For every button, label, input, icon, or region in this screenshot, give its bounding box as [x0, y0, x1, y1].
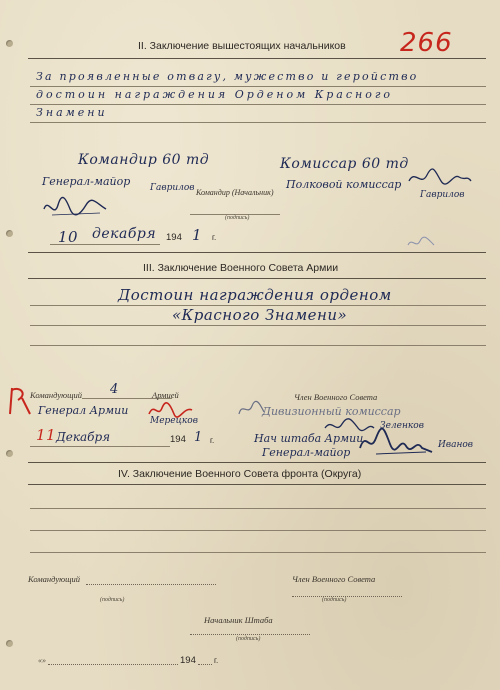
writing-line — [30, 530, 486, 531]
section-2-commander-name: Гаврилов — [150, 183, 195, 193]
signature-line — [292, 596, 402, 597]
section-2-date-month: декабря — [92, 226, 157, 242]
section-3-date-year-digit: 1 — [194, 430, 203, 445]
date-line — [198, 664, 212, 665]
section-2-commander-label: Командир (Начальник) — [196, 188, 274, 197]
section-3-date-day: 11 — [36, 426, 57, 444]
divider — [28, 278, 486, 279]
writing-line — [30, 345, 486, 346]
section-4-commander-label: Командующий — [28, 574, 81, 584]
section-2-commander-line-1: Командир 60 тд — [78, 152, 210, 168]
date-line — [30, 446, 170, 447]
divider — [28, 252, 486, 253]
section-3-army-number: 4 — [110, 382, 119, 397]
section-3-council-name: Зеленков — [380, 421, 424, 431]
section-3-date-year: 194 — [170, 434, 186, 445]
divider — [28, 462, 486, 463]
section-3-council-label: Член Военного Совета — [294, 392, 378, 402]
section-4-chief-staff-caption: (подпись) — [236, 636, 261, 642]
section-2-conclusion-line-2: достоин награждения Орденом Красного — [36, 88, 394, 101]
section-2-title: II. Заключение вышестоящих начальников — [138, 40, 346, 52]
council-initials-icon — [236, 400, 266, 420]
faint-note-icon — [406, 235, 436, 251]
section-3-commander-name: Мерецков — [150, 416, 198, 426]
section-4-date-quote: «» — [38, 656, 46, 665]
section-3-army-label: Армией — [152, 390, 179, 400]
page-number: 266 — [400, 28, 453, 58]
section-2-conclusion-line-3: Знамени — [36, 106, 108, 119]
section-3-date-suffix: г. — [210, 436, 215, 445]
section-3-chief-staff-name: Иванов — [438, 440, 474, 450]
section-4-date-year: 194 — [180, 655, 196, 666]
commissar-signature-icon — [405, 165, 475, 191]
writing-line — [30, 508, 486, 509]
binding-hole — [6, 40, 13, 47]
writing-line — [30, 86, 486, 87]
signature-line — [86, 584, 216, 585]
section-2-commissar-rank: Полковой комиссар — [286, 178, 402, 191]
commander-red-signature-icon — [146, 400, 196, 422]
section-2-commissar-name: Гаврилов — [420, 190, 465, 200]
writing-line — [30, 325, 486, 326]
section-3-commander-label: Командующий — [30, 390, 83, 400]
section-3-chief-staff-line-1: Нач штаба Армии — [254, 432, 364, 445]
section-2-date-year: 194 — [166, 232, 182, 243]
date-line — [50, 244, 160, 245]
section-3-commander-rank: Генерал Армии — [38, 404, 129, 417]
binding-holes — [6, 0, 18, 690]
date-line — [48, 664, 178, 665]
chief-staff-signature-icon — [356, 426, 436, 460]
section-2-commissar-line-1: Комиссар 60 тд — [280, 156, 409, 172]
section-3-conclusion-line-1: Достоин награждения орденом — [118, 286, 392, 304]
writing-line — [30, 122, 486, 123]
writing-line — [30, 552, 486, 553]
section-2-date-day: 10 — [58, 228, 79, 246]
section-3-date-month: Декабря — [56, 430, 111, 444]
section-2-signature-caption: (подпись) — [225, 215, 250, 221]
section-2-date-suffix: г. — [212, 233, 217, 242]
red-mark-icon — [6, 384, 36, 418]
section-4-signature-caption-right: (подпись) — [322, 597, 347, 603]
section-3-title: III. Заключение Военного Совета Армии — [143, 262, 339, 274]
binding-hole — [6, 450, 13, 457]
binding-hole — [6, 230, 13, 237]
writing-line — [30, 104, 486, 105]
divider — [28, 484, 486, 485]
section-3-council-rank: Дивизионный комиссар — [262, 405, 401, 418]
commander-signature-icon — [40, 195, 110, 221]
section-2-commander-rank: Генерал-майор — [42, 175, 131, 188]
divider — [28, 58, 486, 59]
section-2-date-year-digit: 1 — [192, 226, 203, 244]
section-3-conclusion-line-2: «Красного Знамени» — [172, 306, 348, 324]
section-4-signature-caption-left: (подпись) — [100, 597, 125, 603]
section-3-chief-staff-line-2: Генерал-майор — [262, 446, 351, 459]
section-4-date-suffix: г. — [214, 656, 219, 665]
section-2-conclusion-line-1: За проявленные отвагу, мужество и геройство — [36, 70, 419, 83]
signature-line — [190, 634, 310, 635]
section-4-council-label: Член Военного Совета — [292, 574, 376, 584]
section-4-title: IV. Заключение Военного Совета фронта (Округа) — [118, 468, 362, 480]
binding-hole — [6, 640, 13, 647]
section-4-chief-staff-label: Начальник Штаба — [204, 615, 273, 625]
